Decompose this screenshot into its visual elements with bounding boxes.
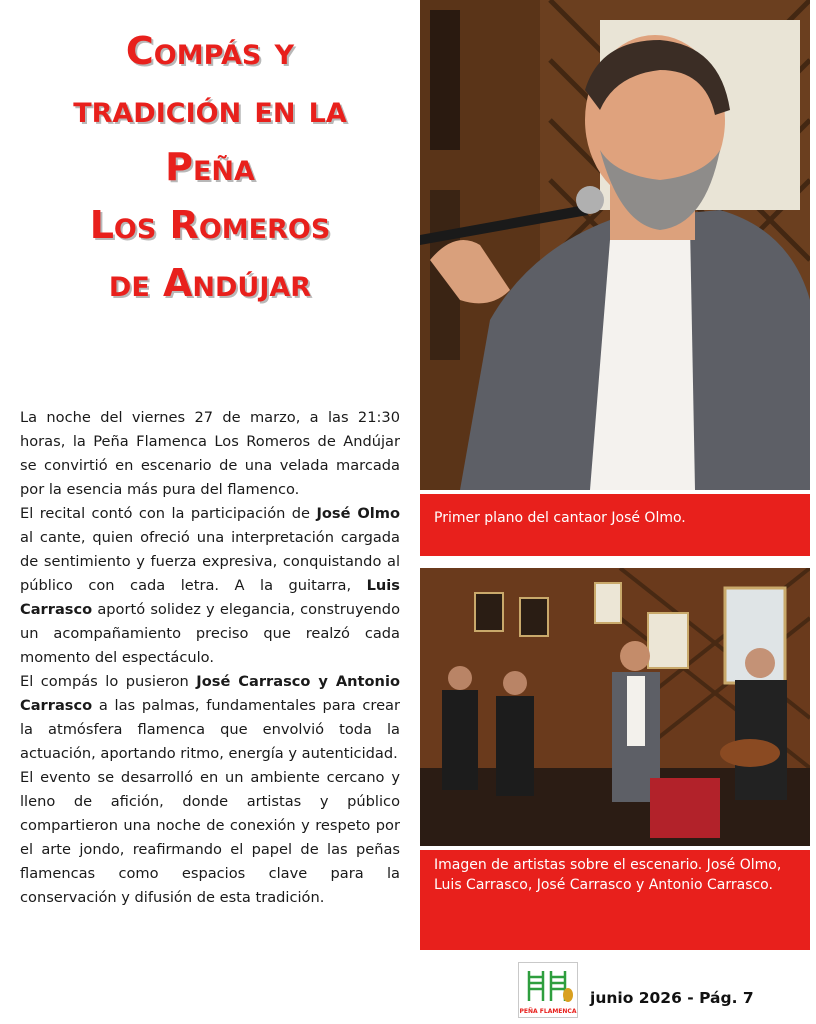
- paragraph: El evento se desarrolló en un ambiente cercano y lleno de afición, donde artistas y público compartieron una noche de conexión y respeto por el arte jondo, reafirmando el papel de las peñas flamencas como espacios clave para la conservación y difusión de esta tradición.: [20, 769, 400, 906]
- singer-photo-illustration: [420, 0, 810, 490]
- article-body: [20, 406, 400, 910]
- title-line: Los Romeros: [89, 203, 331, 247]
- name-highlight: Luis Carrasco: [20, 577, 400, 618]
- name-highlight: José Olmo: [316, 505, 400, 522]
- title-line: Compás y: [125, 29, 295, 73]
- chairs-icon: [519, 963, 577, 1005]
- paragraph: El compás lo pusieron José Carrasco y Antonio Carrasco a las palmas, fundamentales para crear la atmósfera flamenca que envolvió toda la actuación, aportando ritmo, energía y autenticidad.: [20, 673, 400, 762]
- page-footer: junio 2026 - Pág. 7: [590, 989, 754, 1007]
- stage-photo-caption: Imagen de artistas sobre el escenario. José Olmo, Luis Carrasco, José Carrasco y Antonio Carrasco.: [420, 850, 810, 950]
- title-line: de Andújar: [108, 261, 312, 305]
- paragraph: La noche del viernes 27 de marzo, a las 21:30 horas, la Peña Flamenca Los Romeros de Andújar se convirtió en escenario de una velada marcada por la esencia más pura del flamenco.: [20, 409, 400, 498]
- stage-photo-illustration: [420, 568, 810, 846]
- logo-text: PEÑA FLAMENCA: [519, 1008, 577, 1015]
- singer-photo-caption: Primer plano del cantaor José Olmo.: [420, 494, 810, 556]
- title-line: Peña: [165, 145, 255, 189]
- singer-photo: [420, 0, 810, 490]
- pena-flamenca-logo: [518, 962, 578, 1018]
- stage-photo: [420, 568, 810, 846]
- title-line: tradición en la: [73, 87, 347, 131]
- article-title: [10, 22, 410, 312]
- name-highlight: José Carrasco y Antonio Carrasco: [20, 673, 400, 714]
- paragraph: El recital contó con la participación de José Olmo al cante, quien ofreció una interpretación cargada de sentimiento y fuerza expresiva, conquistando al público con cada letra. A la guitarra, Luis Carrasco aportó solidez y elegancia, construyendo un acompañamiento preciso que realzó cada momento del espectáculo.: [20, 505, 400, 666]
